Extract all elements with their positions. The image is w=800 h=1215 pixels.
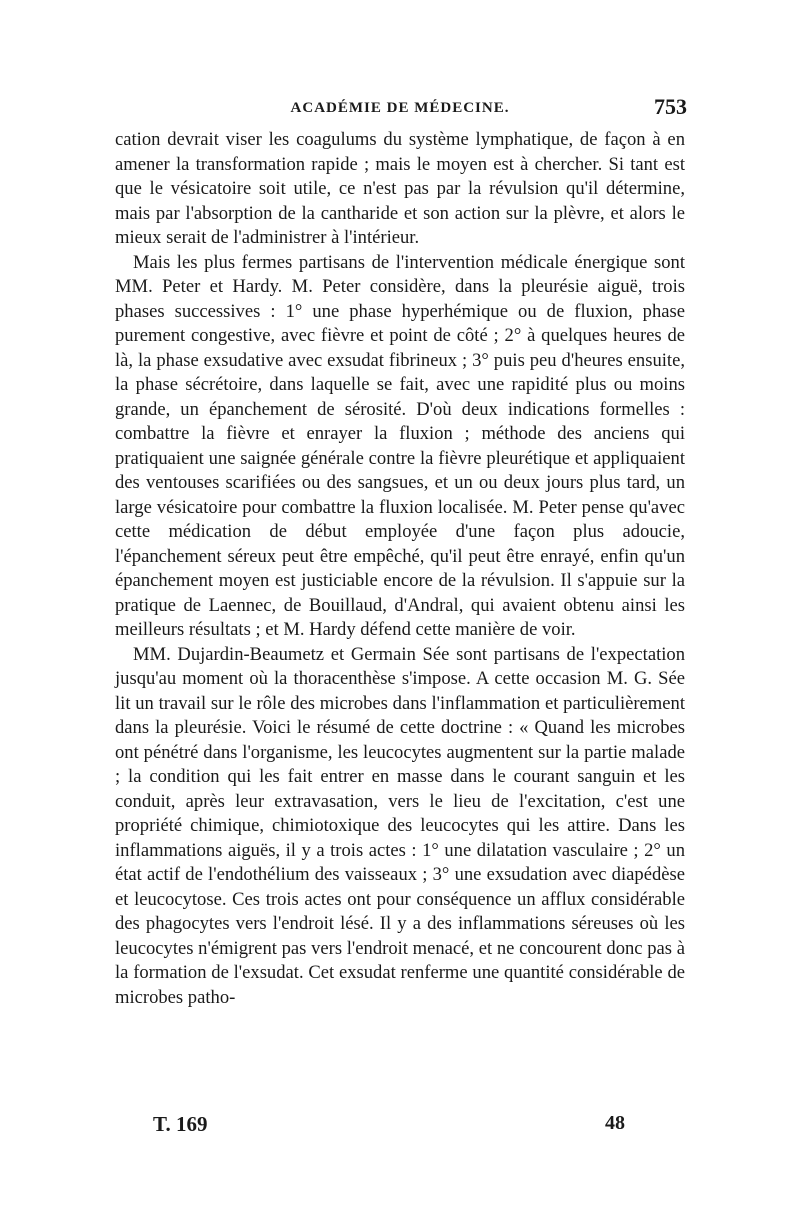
paragraph-2: Mais les plus fermes partisans de l'intervention médicale énergique sont MM. Peter et Hardy. M. Peter considère, dans la pleurésie aiguë, trois phases successives : 1° une phase hyperhémique ou de fluxion, phase purement congestive, avec fièvre et point de côté ; 2° à quelques heures de là, la phase exsudative avec exsudat fibrineux ; 3° puis peu d'heures ensuite, la phase sécrétoire, dans laquelle se fait, avec une rapidité plus ou moins grande, un épanchement de sérosité. D'où deux indications formelles : combattre la fièvre et enrayer la fluxion ; méthode des anciens qui pratiquaient une saignée générale contre la fièvre pleurétique et appliquaient des ventouses scarifiées ou des sangsues, et un ou deux jours plus tard, un large vésicatoire pour combattre la fluxion localisée. M. Peter pense qu'avec cette médication de début employée d'une façon plus adoucie, l'épanchement séreux peut être empêché, qu'il peut être enrayé, enfin qu'un épanchement moyen est justiciable encore de la révulsion. Il s'appuie sur la pratique de Laennec, de Bouillaud, d'Andral, qui avaient obtenu ainsi les meilleurs résultats ; et M. Hardy défend cette manière de voir. — [115, 251, 685, 640]
page-number: 753 — [654, 94, 687, 119]
page-footer — [115, 1112, 685, 1142]
signature-mark: 48 — [605, 1112, 625, 1134]
volume-mark: T. 169 — [153, 1112, 208, 1136]
paragraph-1: cation devrait viser les coagulums du système lymphatique, de façon à en amener la transformation rapide ; mais le moyen est à chercher. Si tant est que le vésicatoire soit utile, ce n'est pas par la révulsion qu'il détermine, mais par l'absorption de la cantharide et son action sur la plèvre, et alors le mieux serait de l'administrer à l'intérieur. — [115, 129, 685, 248]
body-text — [115, 128, 685, 1010]
running-header — [115, 94, 685, 124]
paragraph-3: MM. Dujardin-Beaumetz et Germain Sée sont partisans de l'expectation jusqu'au moment où la thoracenthèse s'impose. A cette occasion M. G. Sée lit un travail sur le rôle des microbes dans l'inflammation et particulièrement dans la pleurésie. Voici le résumé de cette doctrine : « Quand les microbes ont pénétré dans l'organisme, les leucocytes augmentent sur la partie malade ; la condition qui les fait entrer en masse dans le courant sanguin et les conduit, après leur extravasation, vers le lieu de l'excitation, c'est une propriété chimique, chimiotoxique des leucocytes qui les attire. Dans les inflammations aiguës, il y a trois actes : 1° une dilatation vasculaire ; 2° un état actif de l'endothélium des vaisseaux ; 3° une exsudation avec diapédèse et leucocytose. Ces trois actes ont pour conséquence un afflux considérable des phagocytes vers l'endroit lésé. Il y a des inflammations séreuses où les leucocytes n'émigrent pas vers l'endroit menacé, et ne concourent donc pas à la formation de l'exsudat. Cet exsudat renferme une quantité considérable de microbes patho- — [115, 643, 685, 1008]
header-title: ACADÉMIE DE MÉDECINE. — [290, 100, 510, 116]
